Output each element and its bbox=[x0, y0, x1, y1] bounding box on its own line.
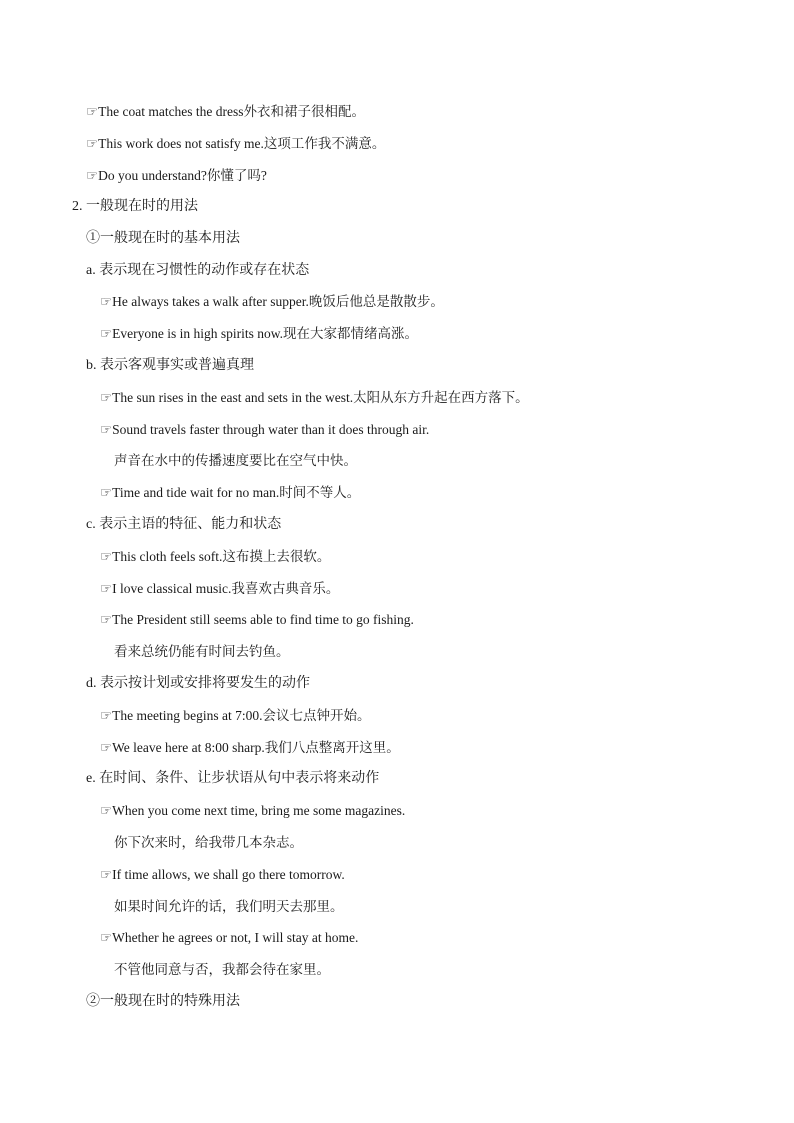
example-sentence: ☞Everyone is in high spirits now.现在大家都情绪高涨。 bbox=[100, 326, 418, 341]
translation-line: 不管他同意与否，我都会待在家里。 bbox=[114, 962, 330, 978]
example-sentence: ☞If time allows, we shall go there tomorrow. bbox=[100, 867, 345, 882]
subsection-heading: ①一般现在时的基本用法 bbox=[86, 231, 240, 246]
example-sentence: ☞When you come next time, bring me some magazines. bbox=[100, 803, 406, 818]
example-sentence: ☞He always takes a walk after supper.晚饭后他总是散散步。 bbox=[100, 294, 444, 309]
example-sentence: ☞The sun rises in the east and sets in the west.太阳从东方升起在西方落下。 bbox=[100, 390, 529, 405]
list-item-heading: b. 表示客观事实或普遍真理 bbox=[86, 358, 254, 373]
subsection-heading: ②一般现在时的特殊用法 bbox=[86, 994, 240, 1009]
example-sentence: ☞I love classical music.我喜欢古典音乐。 bbox=[100, 581, 340, 596]
example-sentence: ☞This cloth feels soft.这布摸上去很软。 bbox=[100, 549, 331, 564]
example-sentence: ☞Time and tide wait for no man.时间不等人。 bbox=[100, 485, 361, 500]
example-sentence: ☞This work does not satisfy me.这项工作我不满意。 bbox=[86, 136, 386, 151]
translation-line: 你下次来时，给我带几本杂志。 bbox=[114, 835, 303, 851]
example-sentence: ☞The meeting begins at 7:00.会议七点钟开始。 bbox=[100, 708, 371, 723]
example-sentence: ☞We leave here at 8:00 sharp.我们八点整离开这里。 bbox=[100, 740, 400, 755]
list-item-heading: d. 表示按计划或安排将要发生的动作 bbox=[86, 676, 310, 691]
list-item-heading: e. 在时间、条件、让步状语从句中表示将来动作 bbox=[86, 771, 380, 786]
example-sentence: ☞The President still seems able to find time to go fishing. bbox=[100, 612, 414, 627]
section-heading: 2. 一般现在时的用法 bbox=[72, 199, 198, 214]
example-sentence: ☞Do you understand?你懂了吗? bbox=[86, 168, 267, 183]
translation-line: 看来总统仍能有时间去钓鱼。 bbox=[114, 644, 290, 660]
example-sentence: ☞Whether he agrees or not, I will stay at home. bbox=[100, 930, 359, 945]
list-item-heading: c. 表示主语的特征、能力和状态 bbox=[86, 517, 282, 532]
list-item-heading: a. 表示现在习惯性的动作或存在状态 bbox=[86, 263, 310, 278]
translation-line: 声音在水中的传播速度要比在空气中快。 bbox=[114, 453, 357, 469]
example-sentence: ☞The coat matches the dress外衣和裙子很相配。 bbox=[86, 104, 366, 119]
example-sentence: ☞Sound travels faster through water than it does through air. bbox=[100, 422, 430, 437]
translation-line: 如果时间允许的话，我们明天去那里。 bbox=[114, 899, 344, 915]
